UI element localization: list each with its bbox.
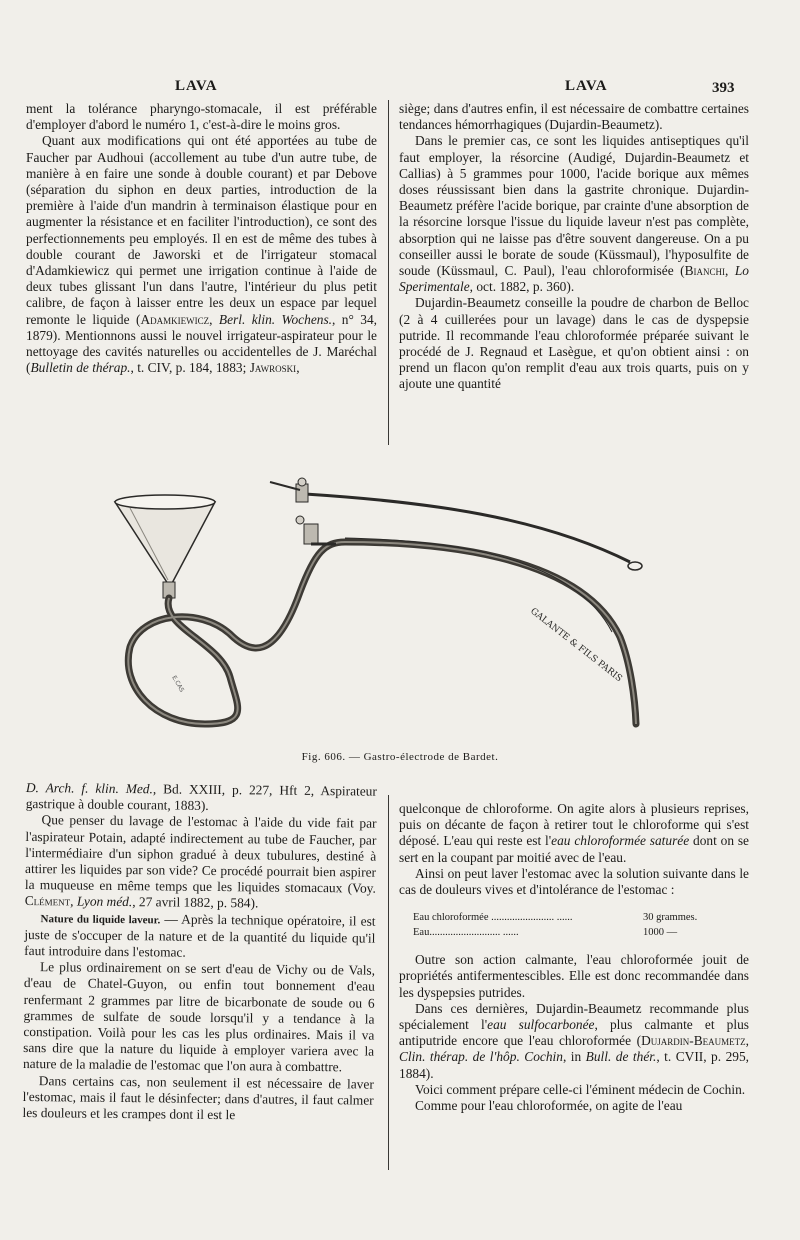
column-right-top [399, 101, 749, 393]
figure-caption: Fig. 606. — Gastro-électrode de Bardet. [301, 751, 499, 763]
maker-mark: GALANTE & FILS PARIS [528, 606, 624, 685]
citation: Lyon méd. [76, 893, 133, 910]
citation: Lo Sperimentale [399, 263, 749, 295]
paragraph: quelconque de chloroforme. On agite alors à plusieurs reprises, puis on décante de façon à retirer tout le chloroforme qui s'est déposé. L'eau qui reste est l'eau chloroformée saturée dont on se sert en la coupant par moitié avec de l'eau. [399, 801, 749, 865]
paragraph: Dujardin-Beaumetz conseille la poudre de charbon de Belloc (2 à 4 cuillerées pour un lavage) dans le cas de dyspepsie putride. Il recommande l'eau chloroformée préparée suivant le procédé de J. Regnaud et Lasègue, et qu'on obtient ainsi : on prend un flacon qu'on remplit d'eau aux trois quarts, puis on y ajoute une quantité [399, 295, 749, 392]
running-head-left: LAVA [175, 78, 218, 94]
paragraph: Dans le premier cas, ce sont les liquides antiseptiques qu'il faut employer, la résorcine (Audigé, Dujardin-Beaumetz et Callias) à 5 grammes pour 1000, l'acide borique aux mêmes doses réussissant bien dans la gastrite chronique. Dujardin-Beaumetz préfère l'acide borique, par crainte d'une absorption de la résorcine lorsque l'issue du liquide laveur n'est pas complète, absorption qui ne laisse pas d'être souvent dangereuse. On a pu conseiller aussi le borate de soude (Küssmaul), l'hyposulfite de soude (Küssmaul, C. Paul), l'eau chloroformisée (Bianchi, Lo Sperimentale, oct. 1882, p. 360). [399, 133, 749, 295]
emphasis: eau sulfocarbonée [487, 1017, 595, 1033]
running-head-right: LAVA [565, 78, 608, 94]
emphasis: eau chloroformée saturée [551, 833, 690, 849]
paragraph: Quant aux modifications qui ont été apportées au tube de Faucher par Audhoui (accollement au tube d'un autre tube, de manière à en faire une sonde à double courant) et par Debove (séparation du siphon en deux parties, introduction de la première à l'aide d'un mandrin à terminaison élastique pour en augmenter la résistance et en faciliter l'introduction), ce sont des perfectionnements peu employés. Il en est de même des tubes à double courant de Jaworski et de l'irrigateur stomacal d'Adamkiewicz qui permet une irrigation continue à l'aide de deux tubes glissant l'un dans l'autre, l'intérieur du plus petit calibre, de façon à laisser entre les deux un espace par lequel remonte le liquide (Adamkiewicz, Berl. klin. Wochens., n° 34, 1879). Mentionnons aussi le nouvel irrigateur-aspirateur pour le nettoyage des cavités naturelles ou accidentelles de J. Maréchal (Bulletin de thérap., t. CIV, p. 184, 1883; Jawroski, [26, 133, 377, 376]
author-name: Adamkiewicz [140, 311, 210, 327]
citation: Berl. klin. Wochens. [218, 311, 333, 327]
gastro-electrode-illustration [100, 462, 690, 747]
engraver-mark: E.CAS [170, 674, 186, 694]
paragraph: ment la tolérance pharyngo-stomacale, il est préférable d'employer d'abord le numéro 1, c'est-à-dire le moins gros. [26, 101, 377, 133]
citation: D. Arch. f. klin. Med. [25, 780, 153, 797]
author-name: Jawroski [249, 360, 297, 376]
column-rule-top [388, 100, 389, 445]
paragraph: siège; dans d'autres enfin, il est nécessaire de combattre certaines tendances hémorrhagiques (Dujardin-Beaumetz). [399, 101, 749, 133]
paragraph: Dans ces dernières, Dujardin-Beaumetz recommande plus spécialement l'eau sulfocarbonée, plus calmante et plus antiputride encore que l'eau chloroformée (Dujardin-Beaumetz, Clin. thérap. de l'hôp. Cochin, in Bull. de thér., t. CVII, p. 295, 1884). [399, 1000, 750, 1081]
column-right-bottom [399, 801, 749, 1114]
paragraph: D. Arch. f. klin. Med., Bd. XXIII, p. 227, Hft 2, Aspirateur gastrique à double courant, 1883). [25, 780, 377, 814]
column-left-bottom [22, 780, 377, 1125]
paragraph: Outre son action calmante, l'eau chloroformée jouit de propriétés antifermentescibles. Elle est donc recommandée dans les dyspepsies putrides. [399, 952, 749, 1000]
formula-table [413, 910, 749, 940]
column-rule-bottom [388, 795, 389, 1170]
citation: Bull. de thér. [585, 1049, 657, 1065]
citation: Clin. thérap. de l'hôp. Cochin [399, 1049, 563, 1065]
paragraph: Que penser du lavage de l'estomac à l'aide du vide fait par l'aspirateur Potain, adapté indirectement au tube de Faucher, par l'intermédiaire d'un siphon gradué à deux tubulures, destiné à attirer les liquides par son vide? Ce procédé pourrait bien aspirer la muqueuse en même temps que les liquides stomacaux (Voy. Clément, Lyon méd., 27 avril 1882, p. 584). [24, 812, 377, 911]
page-number: 393 [712, 80, 735, 96]
author-name: Dujardin-Beaumetz [641, 1033, 746, 1049]
formula-row: Eau chloroformée ........................ ...... 30 grammes. [413, 912, 698, 924]
paragraph: Ainsi on peut laver l'estomac avec la solution suivante dans le cas de douleurs vives et d'intolérance de l'estomac : [399, 865, 749, 898]
column-left-top [26, 101, 377, 376]
paragraph: Le plus ordinairement on se sert d'eau de Vichy ou de Vals, d'eau de Chatel-Guyon, ou enfin tout bonnement d'eau renfermant 2 grammes par litre de bicarbonate de soude ou 6 grammes de sulfate de soude lorsqu'il y a tendance à la constipation. Voilà pour les cas les plus ordinaires. Mais il va sans dire que la nature du liquide à employer variera avec la nature de la maladie de l'estomac que l'on aura à combattre. [22, 959, 376, 1075]
formula-row: Eau........................... ...... 1000 — [413, 927, 678, 939]
author-name: Clément [24, 893, 71, 909]
paragraph: Nature du liquide laveur. — Après la technique opératoire, il est juste de s'occuper de la nature et de la quantité du liquide qu'il faut introduire dans l'estomac. [24, 911, 376, 960]
paragraph: Dans certains cas, non seulement il est nécessaire de laver l'estomac, mais il faut le désinfecter; dans d'autres, il faut calmer les douleurs et les crampes dont il est le [22, 1072, 374, 1123]
section-heading: Nature du liquide laveur. [40, 912, 161, 927]
author-name: Bianchi [684, 263, 726, 279]
paragraph: Comme pour l'eau chloroformée, on agite de l'eau [415, 1098, 683, 1114]
citation: Bulletin de thérap. [30, 360, 131, 376]
paragraph: Voici comment prépare celle-ci l'éminent médecin de Cochin. [415, 1081, 746, 1097]
